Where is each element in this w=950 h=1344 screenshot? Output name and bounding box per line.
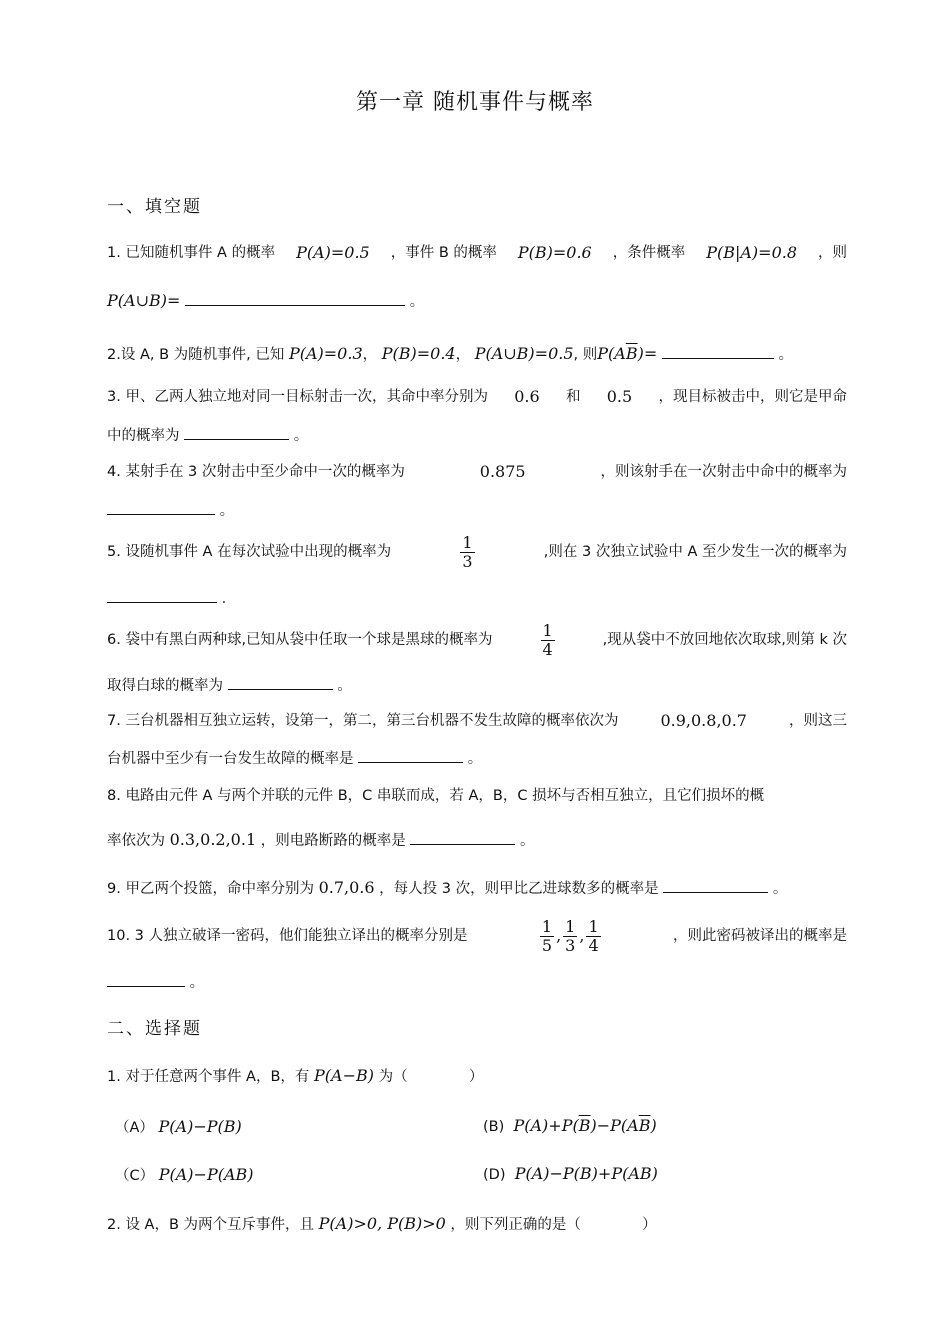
- answer-blank[interactable]: [184, 425, 289, 440]
- question-4-line-1: 4. 某射手在 3 次射击中至少命中一次的概率为 0.875 ，则该射手在一次射击中命中的概率为: [107, 462, 847, 481]
- option-c[interactable]: （C） P(A)−P(AB): [115, 1165, 254, 1184]
- chapter-title: 第一章 随机事件与概率: [356, 90, 594, 115]
- answer-blank[interactable]: [663, 878, 768, 893]
- answer-blank[interactable]: [228, 675, 333, 690]
- question-4-line-2: 。: [107, 500, 847, 521]
- question-5-line-1: 5. 设随机事件 A 在每次试验中出现的概率为 $\frac{1}{3}$ ,则在 3 次独立试验中 A 至少发生一次的概率为: [107, 532, 847, 571]
- option-b[interactable]: (B) $P(A)+P(\overline{B})-P(A\overline{B})$: [483, 1116, 657, 1135]
- question-6-line-1: 6. 袋中有黑白两种球,已知从袋中任取一个球是黑球的概率为 $\frac{1}{4}$ ,现从袋中不放回地依次取球,则第 k 次: [107, 620, 847, 659]
- fraction: $\frac{1}{4}$: [542, 620, 553, 659]
- question-10-line-2: 。: [107, 972, 847, 993]
- answer-blank[interactable]: [662, 344, 774, 359]
- section-fill-in-blank: 一、填空题: [107, 197, 202, 217]
- answer-blank[interactable]: [410, 830, 515, 845]
- answer-blank[interactable]: [358, 748, 463, 763]
- question-7-line-1: 7. 三台机器相互独立运转，设第一，第二，第三台机器不发生故障的概率依次为 0.9,0.8,0.7 ，则这三: [107, 711, 847, 730]
- question-8-line-1: 8. 电路由元件 A 与两个并联的元件 B，C 串联而成，若 A，B，C 损坏与否相互独立，且它们损坏的概: [107, 788, 765, 804]
- question-9: 9. 甲乙两个投篮，命中率分别为 0.7,0.6 ，每人投 3 次，则甲比乙进球数多的概率是 。: [107, 878, 788, 897]
- question-3-line-1: 3. 甲、乙两人独立地对同一目标射击一次，其命中率分别为 0.6 和 0.5 ，现目标被击中，则它是甲命: [107, 387, 847, 406]
- question-1-line-2: P(A∪B)= 。: [107, 291, 425, 310]
- answer-blank[interactable]: [107, 972, 185, 987]
- answer-blank[interactable]: [107, 500, 215, 515]
- option-d[interactable]: (D) P(A)−P(B)+P(AB): [483, 1164, 658, 1183]
- choice-question-1: 1. 对于任意两个事件 A，B，有 P(A−B) 为（ ）: [107, 1066, 484, 1085]
- question-2: 2.设 A, B 为随机事件, 已知 P(A)=0.3， P(B)=0.4， P(A∪B)=0.5, 则$P(A\overline{B})=$ 。: [107, 344, 793, 363]
- choice-question-2: 2. 设 A，B 为两个互斥事件，且 P(A)>0, P(B)>0 ，则下列正确的是（ ）: [107, 1214, 657, 1233]
- option-a[interactable]: （A） P(A)−P(B): [115, 1117, 242, 1136]
- question-8-line-2: 率依次为 0.3,0.2,0.1 ，则电路断路的概率是 。: [107, 830, 535, 849]
- question-1-line-1: 1. 已知随机事件 A 的概率 P(A)=0.5 ，事件 B 的概率 P(B)=0.6 ，条件概率 P(B|A)=0.8 ，则: [107, 243, 847, 262]
- section-multiple-choice: 二、选择题: [107, 1019, 202, 1039]
- question-6-line-2: 取得白球的概率为 。: [107, 675, 847, 696]
- question-3-line-2: 中的概率为 。: [107, 425, 847, 446]
- answer-blank[interactable]: [185, 291, 405, 306]
- fraction: $\frac{1}{3}$: [462, 532, 473, 571]
- fraction-list: $\frac{1}{5}$ , $\frac{1}{3}$ , $\frac{1}{4}$: [541, 916, 599, 955]
- question-7-line-2: 台机器中至少有一台发生故障的概率是 。: [107, 748, 847, 769]
- question-5-line-2: .: [107, 588, 847, 609]
- question-10-line-1: 10. 3 人独立破译一密码，他们能独立译出的概率分别是 $\frac{1}{5}$ , $\frac{1}{3}$ , $\frac{1}{4}$ ，则此密码被译出的概率是: [107, 916, 847, 955]
- answer-blank[interactable]: [107, 588, 217, 603]
